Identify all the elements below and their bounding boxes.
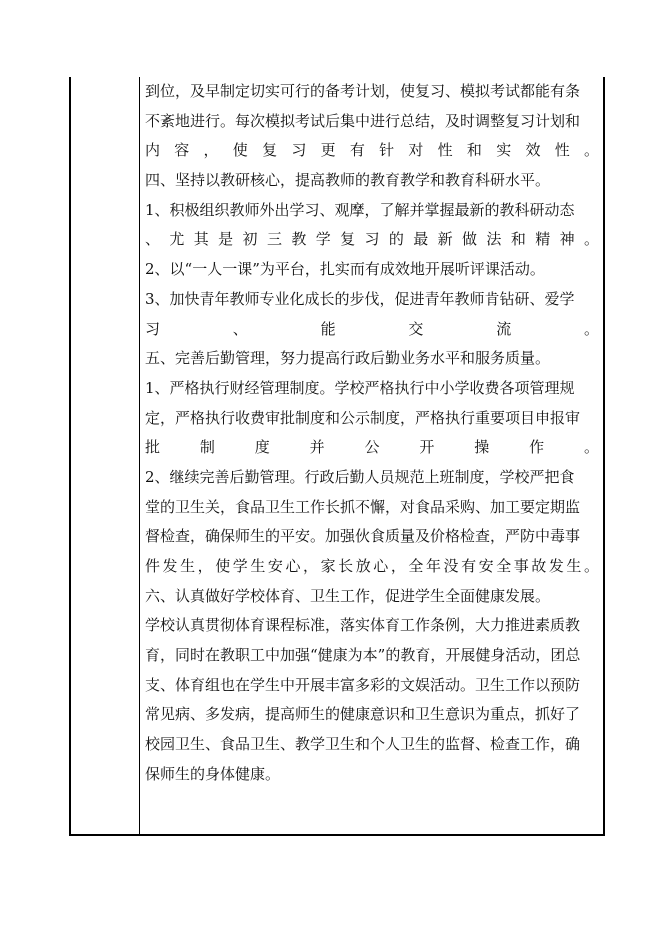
text-line: 2、以“一人一课”为平台，扎实而有成效地开展听评课活动。	[145, 260, 545, 279]
table-column-divider	[139, 77, 140, 836]
text-line: 支、体育组也在学生中开展丰富多彩的文娱活动。卫生工作以预防	[145, 675, 581, 694]
text-line: 不紊地进行。每次模拟考试后集中进行总结，及时调整复习计划和	[145, 111, 581, 130]
text-line: 育，同时在教职工中加强“健康为本”的教育，开展健身活动，团总	[145, 646, 581, 665]
text-line: 五、完善后勤管理，努力提高行政后勤业务水平和服务质量。	[145, 349, 551, 368]
table-content-cell	[145, 77, 599, 790]
text-line: 1、严格执行财经管理制度。学校严格执行中小学收费各项管理规	[145, 378, 575, 397]
text-line: 学校认真贯彻体育课程标准，落实体育工作条例，大力推进素质教	[145, 616, 581, 635]
text-line: 堂的卫生关，食品卫生工作长抓不懈，对食品采购、加工要定期监	[145, 497, 581, 516]
table-right-border	[603, 77, 605, 836]
text-line: 1、积极组织教师外出学习、观摩，了解并掌握最新的教科研动态	[145, 200, 575, 219]
text-line: 常见病、多发病，提高师生的健康意识和卫生意识为重点，抓好了	[145, 705, 581, 724]
text-line: 、尤其是初三教学复习的最新做法和精神。	[145, 230, 599, 249]
text-line: 内容，使复习更有针对性和实效性。	[145, 141, 599, 160]
text-line: 2、继续完善后勤管理。行政后勤人员规范上班制度，学校严把食	[145, 467, 575, 486]
table-bottom-border	[69, 834, 605, 836]
text-line: 批制度并公开操作。	[145, 438, 599, 457]
text-line: 件发生，使学生安心，家长放心，全年没有安全事故发生。	[145, 557, 599, 575]
table-left-border	[69, 77, 71, 836]
text-line: 校园卫生、食品卫生、教学卫生和个人卫生的监督、检查工作，确	[145, 735, 581, 754]
text-line: 保师生的身体健康。	[145, 764, 281, 783]
text-line: 到位，及早制定切实可行的备考计划，使复习、模拟考试都能有条	[145, 82, 581, 100]
text-line: 六、认真做好学校体育、卫生工作，促进学生全面健康发展。	[145, 586, 551, 605]
text-line: 定，严格执行收费审批制度和公示制度，严格执行重要项目申报审	[145, 408, 581, 427]
text-line: 习、能交流。	[145, 319, 599, 338]
text-line: 四、坚持以教研核心，提高教师的教育教学和教育科研水平。	[145, 171, 551, 190]
text-line: 督检查，确保师生的平安。加强伙食质量及价格检查，严防中毒事	[145, 527, 581, 546]
text-line: 3、加快青年教师专业化成长的步伐，促进青年教师肯钻研、爱学	[145, 289, 575, 308]
